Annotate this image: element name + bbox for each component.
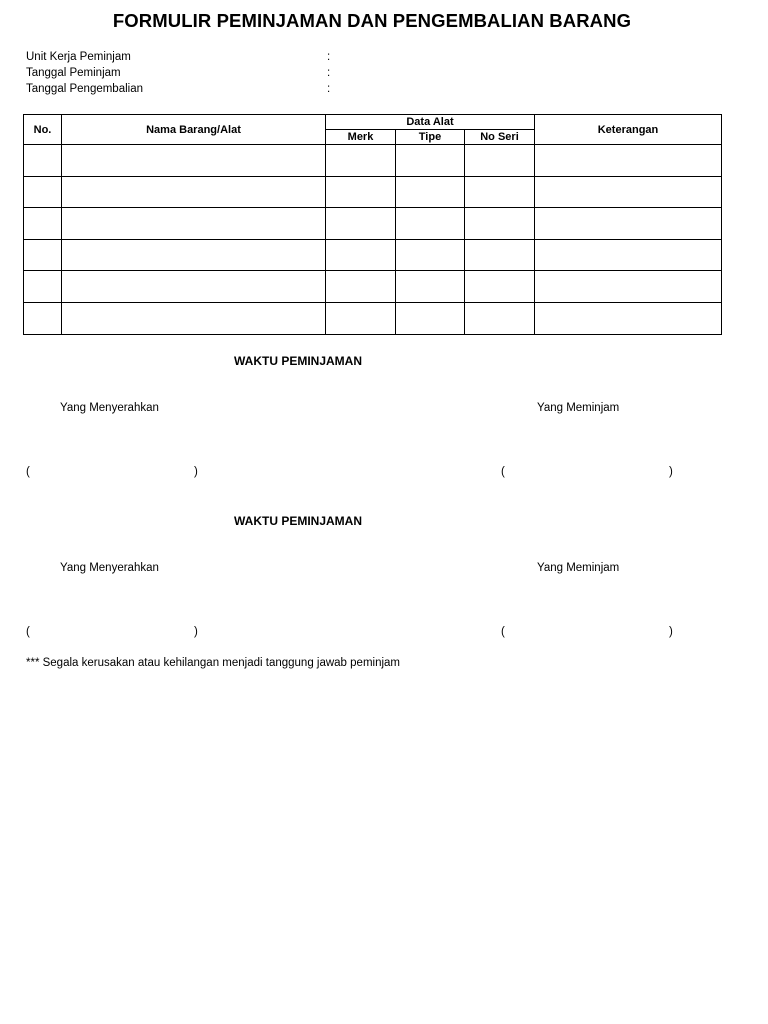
signature-close-paren-left-1: )	[194, 466, 198, 478]
signer-right-label-2: Yang Meminjam	[537, 562, 620, 574]
table-row	[24, 271, 722, 303]
signer-left-label-1: Yang Menyerahkan	[60, 402, 159, 414]
cell-keterangan[interactable]	[535, 176, 722, 208]
cell-merk[interactable]	[326, 239, 396, 271]
signature-open-paren-right-2: (	[501, 626, 505, 638]
cell-tipe[interactable]	[396, 271, 465, 303]
info-colon-tanggal-pengembalian: :	[327, 83, 331, 95]
table-row	[24, 176, 722, 208]
cell-no[interactable]	[24, 145, 62, 177]
cell-no-seri[interactable]	[465, 176, 535, 208]
cell-keterangan[interactable]	[535, 271, 722, 303]
header-keterangan: Keterangan	[535, 115, 722, 145]
table-row	[24, 145, 722, 177]
cell-no[interactable]	[24, 302, 62, 334]
table-body	[24, 145, 722, 335]
cell-item-name[interactable]	[62, 271, 326, 303]
cell-no-seri[interactable]	[465, 239, 535, 271]
cell-merk[interactable]	[326, 302, 396, 334]
cell-no[interactable]	[24, 271, 62, 303]
table-row	[24, 239, 722, 271]
cell-keterangan[interactable]	[535, 208, 722, 240]
info-colon-unit-kerja: :	[327, 51, 331, 63]
header-data-alat: Data Alat	[326, 115, 535, 130]
info-label-tanggal-peminjam: Tanggal Peminjam	[26, 67, 121, 79]
cell-no[interactable]	[24, 239, 62, 271]
cell-no-seri[interactable]	[465, 208, 535, 240]
cell-keterangan[interactable]	[535, 145, 722, 177]
cell-tipe[interactable]	[396, 239, 465, 271]
cell-item-name[interactable]	[62, 239, 326, 271]
section-title-1: WAKTU PEMINJAMAN	[234, 354, 362, 368]
section-title-2: WAKTU PEMINJAMAN	[234, 514, 362, 528]
table-row	[24, 208, 722, 240]
header-tipe: Tipe	[396, 130, 465, 145]
cell-item-name[interactable]	[62, 208, 326, 240]
cell-no[interactable]	[24, 208, 62, 240]
cell-merk[interactable]	[326, 145, 396, 177]
footnote: *** Segala kerusakan atau kehilangan menjadi tanggung jawab peminjam	[26, 657, 401, 669]
header-no-seri: No Seri	[465, 130, 535, 145]
cell-keterangan[interactable]	[535, 239, 722, 271]
signature-close-paren-left-2: )	[194, 626, 198, 638]
form-title: FORMULIR PEMINJAMAN DAN PENGEMBALIAN BARANG	[112, 10, 632, 31]
header-item-name: Nama Barang/Alat	[62, 115, 326, 145]
header-no: No.	[24, 115, 62, 145]
cell-item-name[interactable]	[62, 176, 326, 208]
cell-no-seri[interactable]	[465, 271, 535, 303]
cell-tipe[interactable]	[396, 176, 465, 208]
signature-close-paren-right-2: )	[669, 626, 673, 638]
info-label-unit-kerja: Unit Kerja Peminjam	[26, 51, 131, 63]
signer-left-label-2: Yang Menyerahkan	[60, 562, 159, 574]
cell-no-seri[interactable]	[465, 145, 535, 177]
signature-open-paren-left-2: (	[26, 626, 30, 638]
signature-open-paren-right-1: (	[501, 466, 505, 478]
cell-tipe[interactable]	[396, 208, 465, 240]
cell-item-name[interactable]	[62, 145, 326, 177]
cell-merk[interactable]	[326, 176, 396, 208]
signature-open-paren-left-1: (	[26, 466, 30, 478]
cell-no[interactable]	[24, 176, 62, 208]
cell-merk[interactable]	[326, 271, 396, 303]
info-colon-tanggal-peminjam: :	[327, 67, 331, 79]
items-table	[23, 114, 722, 335]
cell-item-name[interactable]	[62, 302, 326, 334]
signature-close-paren-right-1: )	[669, 466, 673, 478]
table-row	[24, 302, 722, 334]
cell-merk[interactable]	[326, 208, 396, 240]
info-label-tanggal-pengembalian: Tanggal Pengembalian	[26, 83, 144, 95]
cell-no-seri[interactable]	[465, 302, 535, 334]
cell-tipe[interactable]	[396, 145, 465, 177]
header-merk: Merk	[326, 130, 396, 145]
cell-keterangan[interactable]	[535, 302, 722, 334]
signer-right-label-1: Yang Meminjam	[537, 402, 620, 414]
cell-tipe[interactable]	[396, 302, 465, 334]
